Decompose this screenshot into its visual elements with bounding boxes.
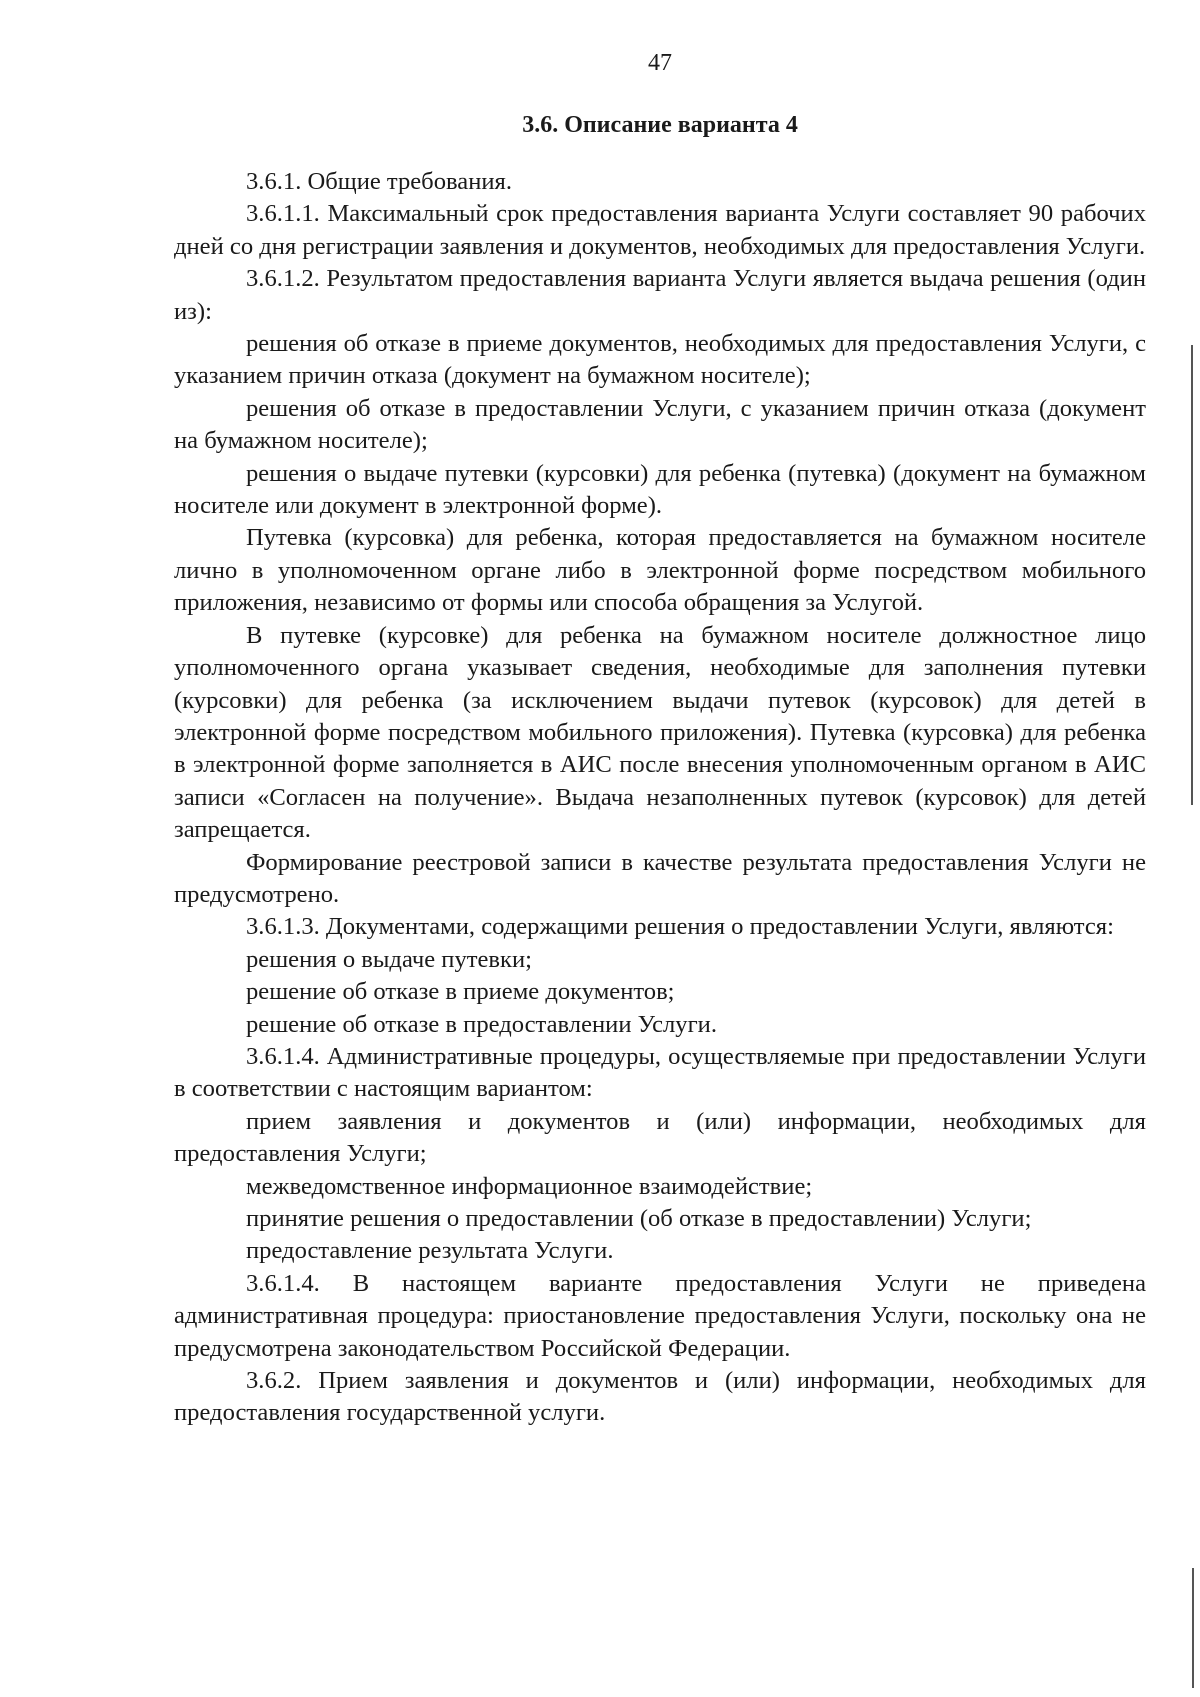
paragraph: 3.6.1.3. Документами, содержащими решения о предоставлении Услуги, являются: (246, 913, 1114, 941)
paragraph: решения о выдаче путевки (курсовки) для ребенка (путевка) (документ на бумажном носителе или документ в электронной форме). (174, 459, 1146, 520)
paragraph: решение об отказе в предоставлении Услуги. (246, 1010, 717, 1038)
scan-edge-mark (1191, 345, 1193, 805)
paragraph: 3.6.1. Общие требования. (246, 168, 512, 195)
document-body (174, 166, 1146, 1430)
scan-edge-mark (1192, 1568, 1194, 1688)
paragraph: 3.6.2. Прием заявления и документов и (или) информации, необходимых для предоставления государственной услуги. (174, 1367, 1146, 1427)
page-number: 47 (648, 50, 672, 76)
section-title: 3.6. Описание варианта 4 (522, 112, 798, 138)
paragraph: решения о выдаче путевки; (246, 945, 532, 973)
paragraph: В путевке (курсовке) для ребенка на бумажном носителе должностное лицо уполномоченного органа указывает сведения, необходимые для заполнения путевки (курсовки) для ребенка (за исключением выдачи путевок (курсовок) для детей в электронной форме посредством мобильного приложения). Путевка (курсовка) для ребенка в электронной форме заполняется в АИС после внесения уполномоченным органом в АИС записи «Согласен на получение». Выдача незаполненных путевок (курсовок) для детей запрещается. (174, 621, 1146, 844)
paragraph: 3.6.1.2. Результатом предоставления варианта Услуги является выдача решения (один из): (174, 265, 1146, 325)
paragraph: межведомственное информационное взаимодействие; (246, 1172, 813, 1200)
paragraph: принятие решения о предоставлении (об отказе в предоставлении) Услуги; (246, 1205, 1032, 1232)
paragraph: прием заявления и документов и (или) информации, необходимых для предоставления Услуги; (174, 1107, 1146, 1168)
paragraph: Путевка (курсовка) для ребенка, которая предоставляется на бумажном носителе лично в уполномоченном органе либо в электронной форме посредством мобильного приложения, независимо от формы или способа обращения за Услугой. (174, 524, 1146, 617)
paragraph: 3.6.1.4. В настоящем варианте предоставления Услуги не приведена административная процедура: приостановление предоставления Услуги, поскольку она не предусмотрена законодательством Российской Федерации. (174, 1269, 1146, 1362)
paragraph: решения об отказе в приеме документов, необходимых для предоставления Услуги, с указанием причин отказа (документ на бумажном носителе); (174, 330, 1146, 390)
paragraph: Формирование реестровой записи в качестве результата предоставления Услуги не предусмотрено. (174, 848, 1146, 908)
paragraph: 3.6.1.4. Административные процедуры, осуществляемые при предоставлении Услуги в соответствии с настоящим вариантом: (174, 1042, 1146, 1103)
paragraph: предоставление результата Услуги. (246, 1237, 614, 1265)
paragraph: 3.6.1.1. Максимальный срок предоставления варианта Услуги составляет 90 рабочих дней со дня регистрации заявления и документов, необходимых для предоставления Услуги. (174, 200, 1146, 260)
paragraph: решение об отказе в приеме документов; (246, 978, 675, 1006)
paragraph: решения об отказе в предоставлении Услуги, с указанием причин отказа (документ на бумажном носителе); (174, 394, 1146, 455)
